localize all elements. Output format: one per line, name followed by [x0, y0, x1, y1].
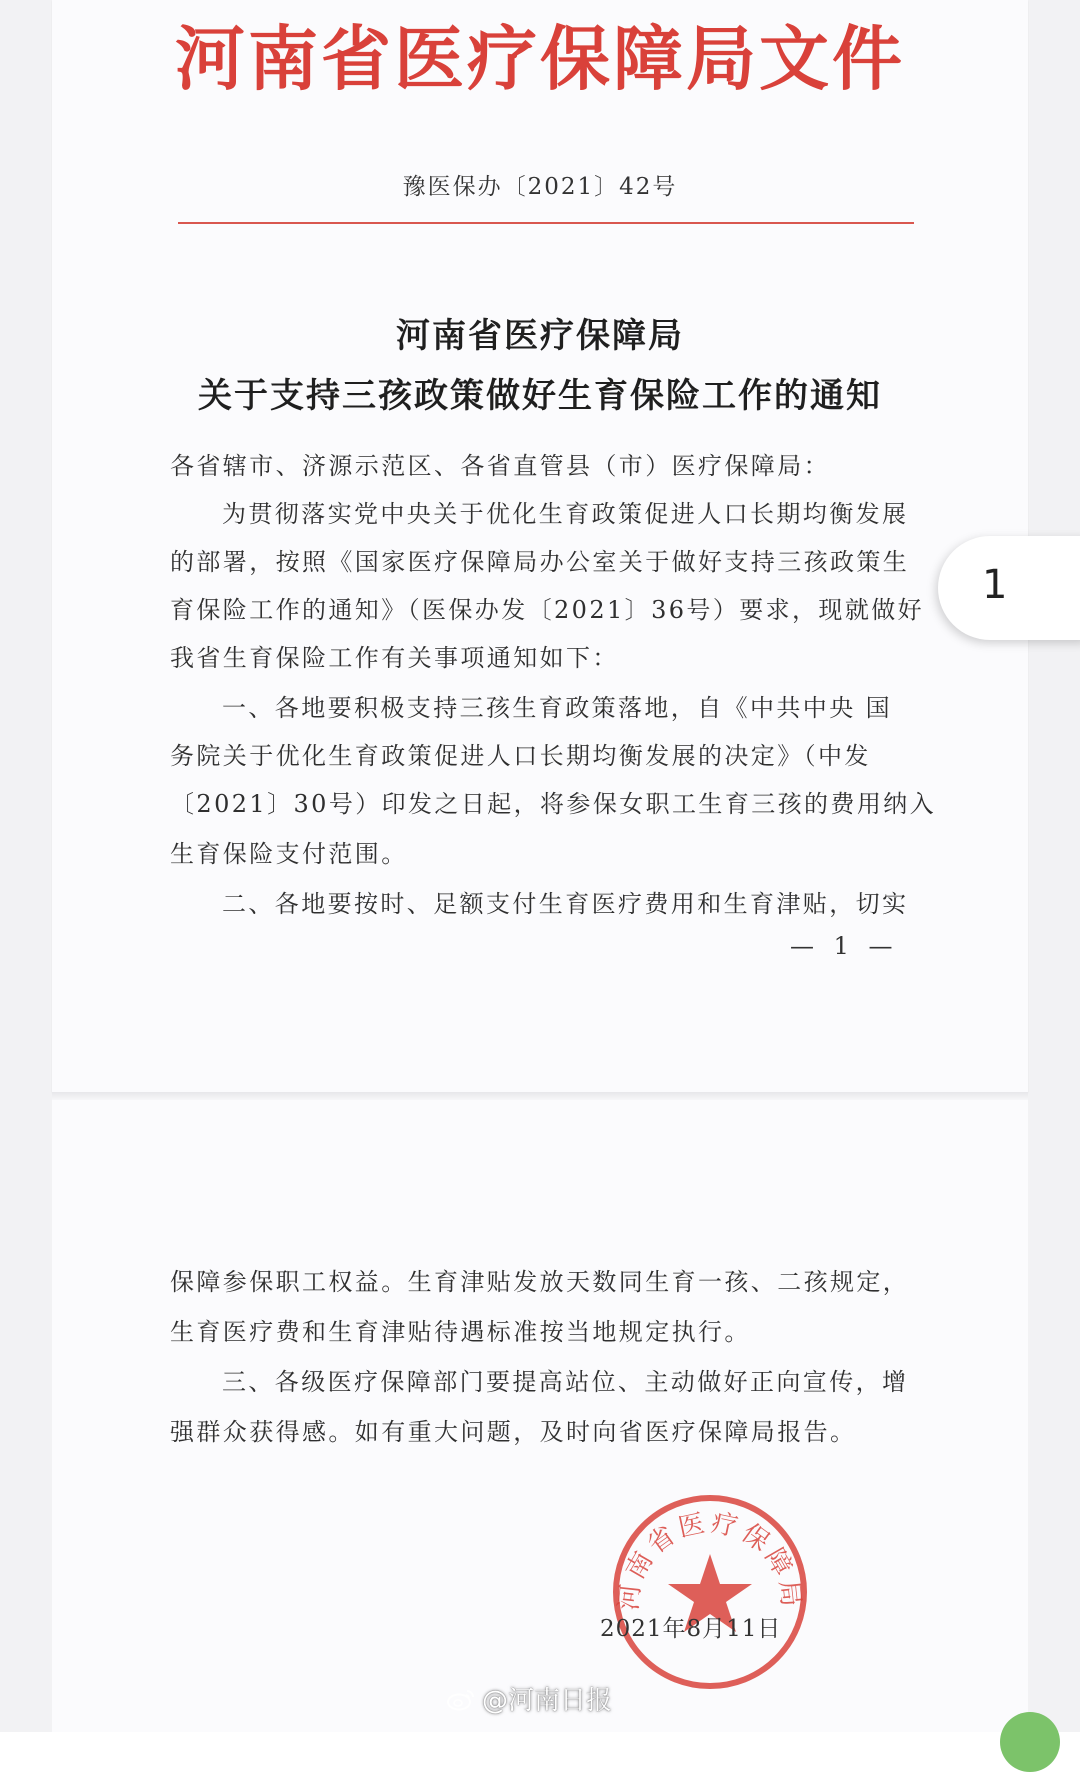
- document-number: 豫医保办〔2021〕42号: [402, 174, 678, 200]
- source-watermark: [446, 1680, 612, 1717]
- body-line: 强群众获得感。如有重大问题，及时向省医疗保障局报告。: [170, 1418, 857, 1446]
- body-line: 保障参保职工权益。生育津贴发放天数同生育一孩、二孩规定，: [170, 1268, 910, 1296]
- notice-title-line-2: 关于支持三孩政策做好生育保险工作的通知: [198, 376, 882, 416]
- seal-text: 河南省医疗保障局: [613, 1507, 807, 1612]
- red-header-title: 河南省医疗保障局文件: [175, 18, 905, 100]
- page-number: — 1 —: [790, 932, 899, 960]
- page-indicator-tab[interactable]: [938, 536, 1080, 640]
- watermark-text: @河南日报: [482, 1686, 613, 1716]
- body-line: 三、各级医疗保障部门要提高站位、主动做好正向宣传，增: [222, 1368, 909, 1396]
- addressee-line: 各省辖市、济源示范区、各省直管县（市）医疗保障局：: [170, 452, 830, 480]
- page-fold: [52, 1092, 1028, 1100]
- body-line: 生育保险支付范围。: [170, 840, 408, 868]
- body-line: 二、各地要按时、足额支付生育医疗费用和生育津贴，切实: [222, 890, 909, 918]
- official-seal-icon: [610, 1492, 810, 1692]
- body-line: 育保险工作的通知》（医保办发〔2021〕36号）要求，现就做好: [170, 596, 925, 624]
- red-divider-line: [178, 222, 914, 224]
- corner-badge-icon: [1000, 1712, 1060, 1772]
- body-line: 我省生育保险工作有关事项通知如下：: [170, 644, 619, 672]
- body-line: 一、各地要积极支持三孩生育政策落地，自《中共中央 国: [222, 694, 893, 722]
- body-line: 为贯彻落实党中央关于优化生育政策促进人口长期均衡发展: [222, 500, 909, 528]
- notice-title-line-1: 河南省医疗保障局: [396, 316, 684, 356]
- body-line: 的部署，按照《国家医疗保障局办公室关于做好支持三孩政策生: [170, 548, 910, 576]
- body-line: 〔2021〕30号）印发之日起，将参保女职工生育三孩的费用纳入: [170, 790, 937, 818]
- issue-date: 2021年8月11日: [600, 1616, 782, 1642]
- weibo-logo-icon: [446, 1687, 476, 1711]
- page-indicator-label: 1: [982, 562, 1008, 608]
- body-line: 务院关于优化生育政策促进人口长期均衡发展的决定》（中发: [170, 742, 871, 770]
- body-line: 生育医疗费和生育津贴待遇标准按当地规定执行。: [170, 1318, 751, 1346]
